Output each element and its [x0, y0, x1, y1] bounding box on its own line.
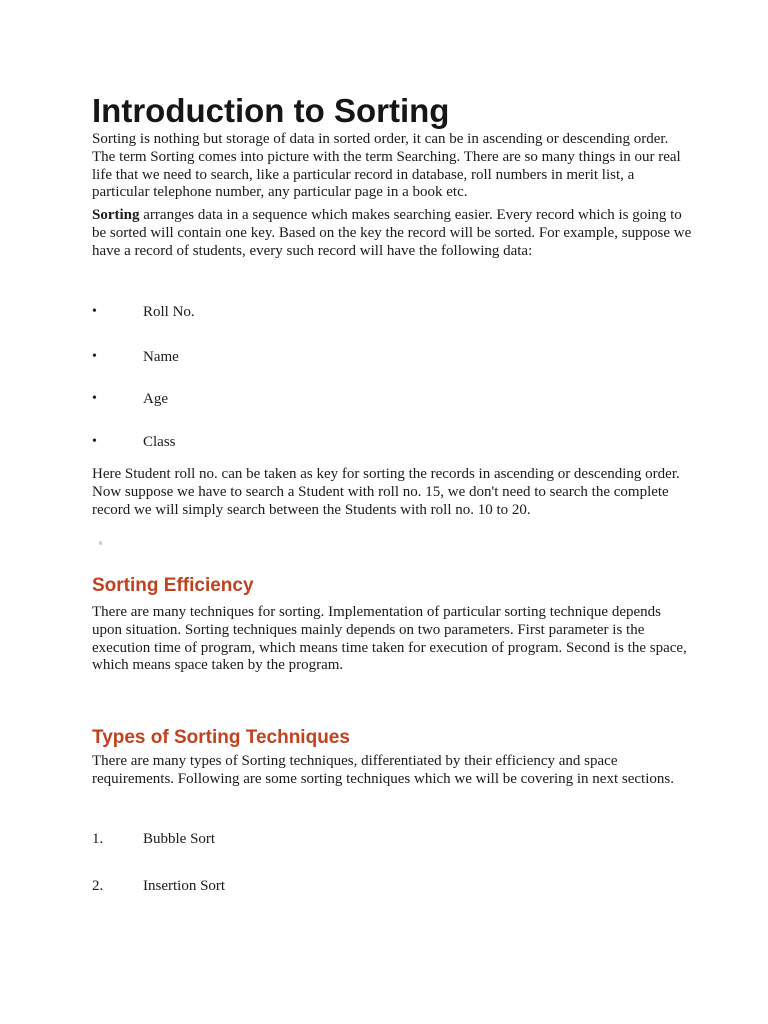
bullet-icon: • — [92, 391, 97, 406]
bold-lead-word: Sorting — [92, 207, 140, 223]
bullet-item-label: Age — [143, 391, 168, 407]
bullet-item-age — [92, 390, 692, 408]
numbered-item-bubble-sort — [92, 830, 692, 848]
intro-paragraph-1: Sorting is nothing but storage of data in sorted order, it can be in ascending or descending order. The term Sorting comes into picture with the term Searching. There are so many things in our real life that we need to search, like a particular record in database, roll numbers in merit list, a particular telephone number, any particular page in a book etc. — [92, 131, 681, 201]
numbered-item-insertion-sort — [92, 877, 692, 895]
numbered-item-label: Insertion Sort — [143, 878, 226, 894]
bullet-item-name — [92, 348, 692, 366]
intro-paragraph-2-rest: arranges data in a sequence which makes searching easier. Every record which is going to be sorted will contain one key. Based on the key the record will be sorted. For example, suppose we have a record of students, every such record will have the following data: — [92, 207, 692, 259]
intro-paragraph-2 — [92, 207, 692, 260]
types-of-sorting-paragraph: There are many types of Sorting techniques, differentiated by their efficiency and space requirements. Following are some sorting techniques which we will be covering in next sections. — [92, 753, 674, 787]
bullet-icon: • — [92, 304, 97, 319]
list-number: 2. — [92, 878, 104, 894]
section-heading-sorting-efficiency: Sorting Efficiency — [92, 575, 254, 596]
bullet-icon: • — [92, 434, 97, 449]
bullet-item-label: Name — [143, 349, 179, 365]
bullet-item-class — [92, 433, 692, 451]
stray-punctuation-mark — [99, 541, 102, 545]
list-number: 1. — [92, 831, 104, 847]
bullet-item-label: Roll No. — [143, 304, 195, 320]
bullet-icon: • — [92, 349, 97, 364]
bullet-item-roll-no — [92, 303, 692, 321]
section-heading-types-of-sorting: Types of Sorting Techniques — [92, 727, 350, 748]
key-note-paragraph: Here Student roll no. can be taken as key for sorting the records in ascending or descending order. Now suppose we have to search a Student with roll no. 15, we don't need to search the complete record we will simply search between the Students with roll no. 10 to 20. — [92, 466, 680, 518]
sorting-efficiency-paragraph: There are many techniques for sorting. Implementation of particular sorting technique depends upon situation. Sorting techniques mainly depends on two parameters. First parameter is the execution time of program, which means time taken for execution of program. Second is the space, which means space taken by the program. — [92, 604, 687, 674]
numbered-item-label: Bubble Sort — [143, 831, 216, 847]
page-title: Introduction to Sorting — [92, 92, 450, 129]
bullet-item-label: Class — [143, 434, 176, 450]
